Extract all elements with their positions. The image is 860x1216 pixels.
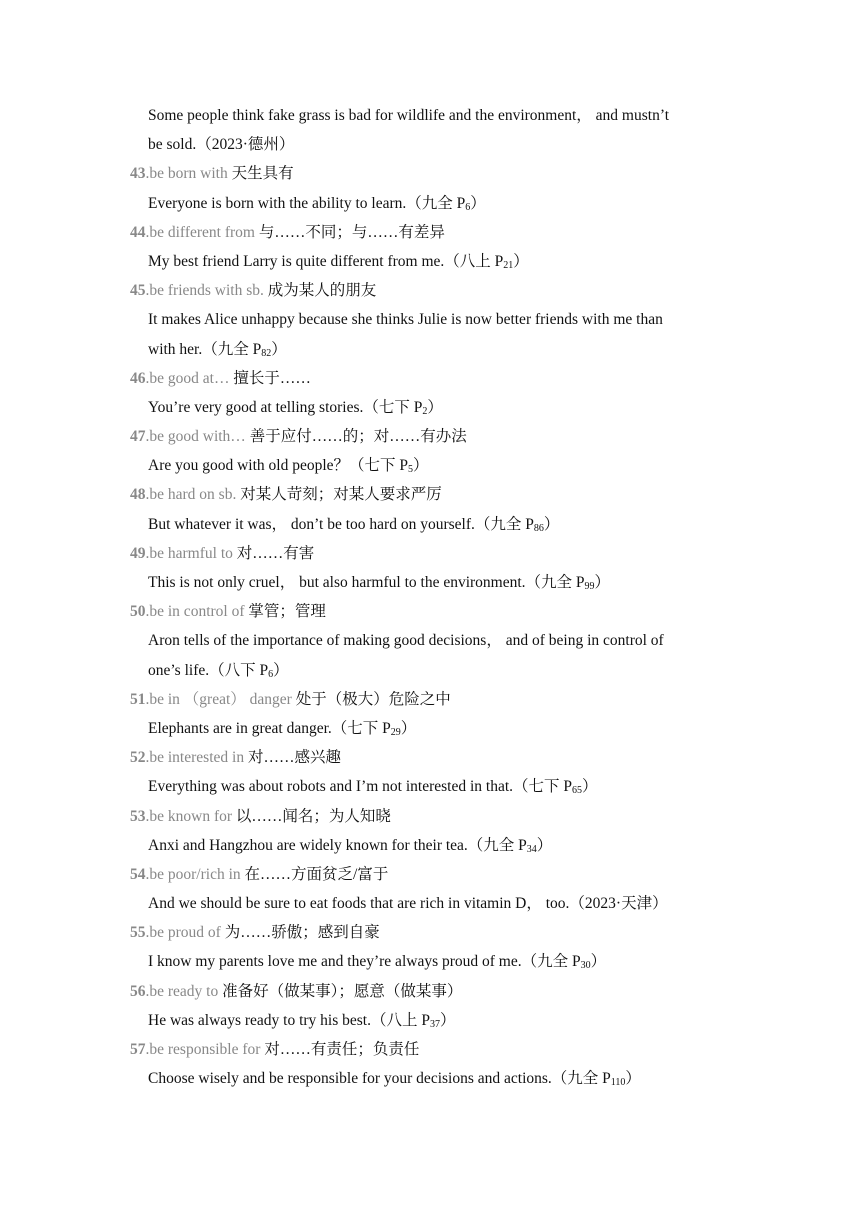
entry-phrase: .be good at… — [145, 369, 234, 387]
page-subscript: 65 — [572, 785, 583, 797]
page-subscript: 21 — [503, 259, 514, 271]
entry-phrase: .be friends with sb. — [145, 282, 268, 300]
entry-number: 57 — [130, 1041, 146, 1058]
entry-example — [0, 451, 860, 480]
entry-phrase: .be in （great） danger — [145, 690, 296, 708]
entry-number: 43 — [130, 165, 146, 183]
entry-number: 48 — [130, 486, 146, 504]
entry-meaning: 天生具有 — [231, 165, 294, 183]
example-text: But whatever it was， don’t be too hard on yourself.（九全 P — [148, 515, 534, 533]
example-text: This is not only cruel， but also harmful to the environment.（九全 P — [148, 574, 585, 591]
example-end: ） — [594, 574, 611, 591]
page-subscript: 6 — [268, 668, 274, 680]
entry-phrase: .be ready to — [145, 982, 223, 1000]
page-subscript: 99 — [584, 581, 595, 592]
example-end: ） — [413, 457, 429, 475]
example-text: one’s life.（八下 P — [148, 661, 269, 679]
example-end: ） — [439, 1011, 456, 1029]
example-end: ） — [400, 719, 417, 737]
entry-phrase: .be in control of — [145, 603, 249, 621]
entry-number: 51 — [130, 690, 146, 708]
entry-number: 46 — [130, 369, 146, 387]
entry-example — [0, 626, 860, 655]
example-end: ） — [590, 953, 607, 971]
example-end: ） — [543, 515, 560, 533]
intro-example-line-2: be sold.（2023·德州） — [148, 136, 295, 154]
entry-number: 56 — [130, 982, 146, 1000]
entry-meaning: 以……闻名；为人知晓 — [235, 807, 391, 825]
entry-example — [0, 393, 860, 422]
entry-number: 50 — [130, 603, 146, 621]
entry-example — [0, 772, 860, 801]
entry-heading — [0, 597, 860, 626]
page-subscript: 6 — [465, 201, 471, 213]
entry-heading — [0, 480, 860, 509]
example-text: And we should be sure to eat foods that are rich in vitamin D， too.（2023·天津） — [148, 895, 668, 913]
entry-meaning: 善于应付……的；对……有办法 — [249, 428, 467, 446]
entry-heading — [0, 1035, 860, 1064]
entry-heading — [0, 977, 860, 1006]
entry-meaning: 准备好（做某事）；愿意（做某事） — [222, 982, 463, 1000]
entry-meaning: 处于（极大）危险之中 — [295, 690, 451, 708]
entry-phrase: .be proud of — [145, 924, 225, 942]
page-subscript: 37 — [429, 1018, 440, 1030]
entry-phrase: .be different from — [145, 223, 259, 241]
example-text: with her.（九全 P — [148, 340, 262, 358]
example-text: Everything was about robots and I’m not interested in that.（七下 P — [148, 778, 573, 796]
page-subscript: 2 — [422, 405, 428, 417]
entry-meaning: 对……有害 — [236, 544, 315, 562]
page-subscript: 82 — [261, 347, 272, 359]
entry-heading — [0, 685, 860, 714]
entry-meaning: 掌管；管理 — [248, 603, 326, 621]
example-end: ） — [470, 194, 486, 212]
entry-example — [0, 510, 860, 539]
entry-phrase: .be interested in — [145, 749, 248, 767]
entry-example — [0, 714, 860, 743]
example-text: I know my parents love me and they’re always proud of me.（九全 P — [148, 953, 581, 971]
example-text: My best friend Larry is quite different from me.（八上 P — [148, 252, 504, 270]
entry-phrase: .be harmful to — [145, 544, 237, 562]
entry-example — [0, 568, 860, 597]
entry-phrase: .be poor/rich in — [145, 865, 245, 883]
entry-heading — [0, 743, 860, 772]
entry-number: 45 — [130, 282, 146, 300]
entry-example — [0, 305, 860, 334]
entry-number: 55 — [130, 924, 146, 942]
example-text: Are you good with old people？（七下 P — [148, 457, 409, 475]
example-text: It makes Alice unhappy because she thinks Julie is now better friends with me than — [148, 311, 663, 329]
entry-example — [0, 1006, 860, 1035]
entry-phrase: .be good with… — [145, 428, 250, 446]
example-end: ） — [625, 1070, 641, 1088]
intro-example-line-1: Some people think fake grass is bad for wildlife and the environment， and mustn’t — [148, 107, 670, 124]
example-text: Choose wisely and be responsible for your decisions and actions.（九全 P — [148, 1070, 611, 1088]
page-subscript: 86 — [533, 522, 544, 534]
entry-meaning: 与……不同；与……有差异 — [258, 223, 445, 241]
example-end: ） — [427, 398, 443, 416]
entry-example — [0, 247, 860, 276]
entry-heading — [0, 860, 860, 889]
entry-example — [0, 189, 860, 218]
entry-example — [0, 947, 860, 976]
entry-heading — [0, 918, 860, 947]
entry-heading — [0, 276, 860, 305]
entry-example-continued — [0, 656, 860, 685]
entry-meaning: 擅长于…… — [233, 369, 311, 387]
entry-example-continued — [0, 335, 860, 364]
entry-phrase: .be born with — [145, 165, 232, 183]
example-end: ） — [273, 661, 289, 679]
entry-heading — [0, 422, 860, 451]
entry-phrase: .be responsible for — [145, 1041, 265, 1058]
example-end: ） — [536, 836, 553, 854]
entry-example — [0, 1064, 860, 1093]
entry-phrase: .be hard on sb. — [145, 486, 241, 504]
entry-heading — [0, 802, 860, 831]
example-text: Everyone is born with the ability to learn.（九全 P — [148, 194, 466, 212]
entry-number: 49 — [130, 544, 146, 562]
example-end: ） — [582, 778, 598, 796]
page-subscript: 34 — [526, 843, 537, 855]
page-subscript: 29 — [390, 726, 401, 738]
example-end: ） — [271, 340, 287, 358]
example-text: He was always ready to try his best.（八上 P — [148, 1011, 430, 1029]
entry-meaning: 成为某人的朋友 — [267, 282, 377, 300]
entry-heading — [0, 364, 860, 393]
entry-heading — [0, 539, 860, 568]
example-text: Anxi and Hangzhou are widely known for their tea.（九全 P — [148, 836, 527, 854]
example-text: You’re very good at telling stories.（七下 P — [148, 398, 423, 416]
page-subscript: 30 — [580, 960, 591, 972]
entry-example — [0, 831, 860, 860]
example-text: Elephants are in great danger.（七下 P — [148, 719, 391, 737]
page-subscript: 5 — [408, 464, 414, 476]
entry-number: 47 — [130, 428, 146, 446]
page-subscript: 110 — [610, 1077, 626, 1089]
entry-heading — [0, 159, 860, 188]
entry-meaning: 对……有责任；负责任 — [264, 1041, 420, 1058]
entry-meaning: 为……骄傲；感到自豪 — [224, 924, 380, 942]
entry-heading — [0, 218, 860, 247]
entry-number: 52 — [130, 749, 146, 767]
entry-meaning: 对……感兴趣 — [247, 749, 341, 767]
phrase-list — [0, 101, 860, 1093]
entry-phrase: .be known for — [145, 807, 236, 825]
entry-meaning: 在……方面贫乏/富于 — [244, 865, 389, 883]
example-text: Aron tells of the importance of making good decisions， and of being in control of — [148, 632, 664, 650]
example-end: ） — [513, 252, 529, 270]
entry-number: 44 — [130, 223, 146, 241]
entry-example — [0, 889, 860, 918]
entry-number: 54 — [130, 865, 146, 883]
entry-meaning: 对某人苛刻；对某人要求严厉 — [240, 486, 442, 504]
entry-number: 53 — [130, 807, 146, 825]
